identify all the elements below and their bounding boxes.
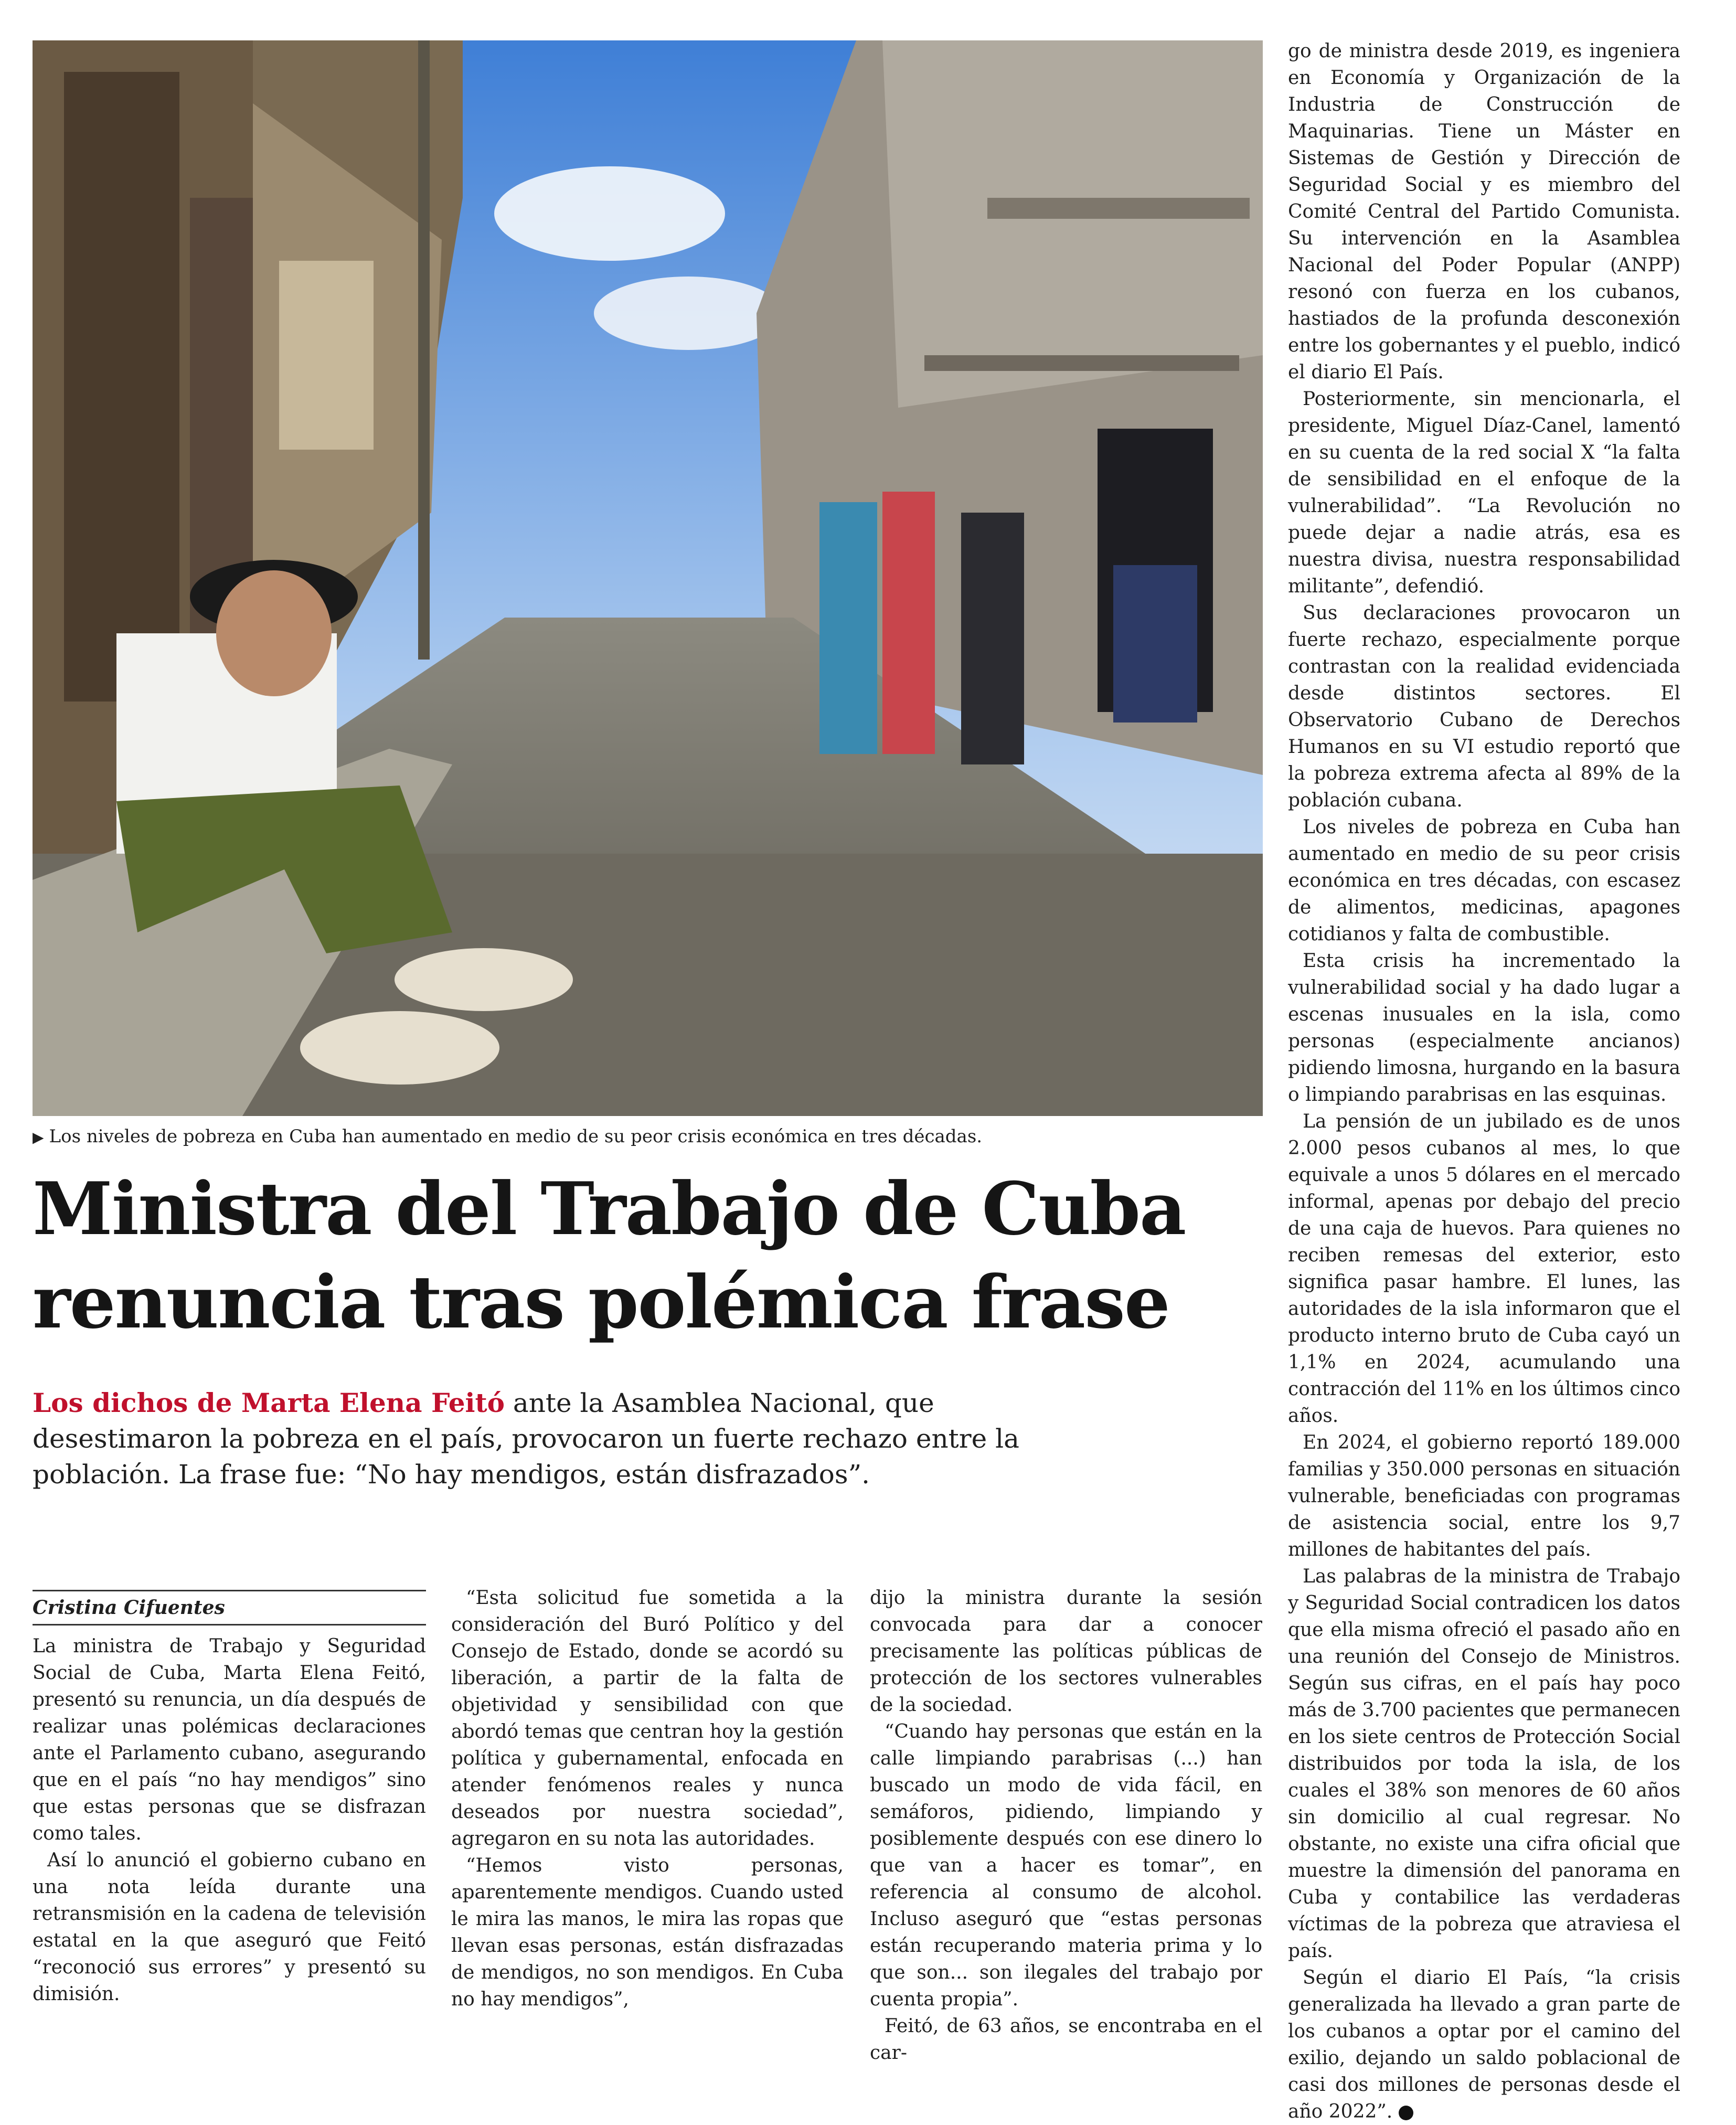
- headline-line-2: renuncia tras polémica frase: [33, 1259, 1169, 1345]
- paragraph-text: Según el diario El País, “la crisis generalizada ha llevado a gran parte de los cubanos a optar por el camino del exilio, dejando un saldo poblacional de casi dos millones de personas desde el año 2022”.: [1288, 1967, 1680, 2122]
- standfirst: [33, 1385, 1077, 1492]
- photo-caption-text: Los niveles de pobreza en Cuba han aumentado en medio de su peor crisis económica en tres décadas.: [49, 1126, 983, 1147]
- photo-caption: [33, 1122, 1263, 1152]
- paragraph-last: [1288, 1964, 1680, 2125]
- standfirst-lead: Los dichos de Marta Elena Feitó: [33, 1387, 505, 1418]
- paragraph: “Esta solicitud fue sometida a la consideración del Buró Político y del Consejo de Estado, donde se acordó su liberación, a partir de la falta de objetividad y sensibilidad con que abordó temas que centran hoy la gestión política y gubernamental, enfocada en atender fenómenos reales y nunca deseados por nuestra sociedad”, agregaron en su nota las autoridades.: [451, 1587, 844, 1850]
- standfirst-text: ante la Asamblea Nacional, que desestimaron la pobreza en el país, provocaron un fuerte rechazo entre la población. La frase fue: “No hay mendigos, están disfrazados”.: [33, 1388, 1019, 1490]
- end-of-article-icon: [1399, 2106, 1413, 2120]
- paragraph: Feitó, de 63 años, se encontraba en el car-: [870, 2015, 1262, 2064]
- paragraph: Así lo anunció el gobierno cubano en una nota leída durante una retransmisión en la cadena de televisión estatal en la que aseguró que Feitó “reconoció sus errores” y presentó su dimisión.: [33, 1850, 426, 2005]
- paragraph: La pensión de un jubilado es de unos 2.000 pesos cubanos al mes, lo que equivale a unos 5 dólares en el mercado informal, apenas por debajo del precio de una caja de huevos. Para quienes no reciben remesas del exterior, esto significa pasar hambre. El lunes, las autoridades de la isla informaron que el producto interno bruto de Cuba cayó un 1,1% en 2024, acumulando una contracción del 11% en los últimos cinco años.: [1288, 1111, 1680, 1427]
- paragraph: Los niveles de pobreza en Cuba han aumentado en medio de su peor crisis económica en tres décadas, con escasez de alimentos, medicinas, apagones cotidianos y falta de combustible.: [1288, 816, 1680, 945]
- paragraph: Las palabras de la ministra de Trabajo y Seguridad Social contradicen los datos que ella misma ofreció el pasado año en una reunión del Consejo de Ministros. Según sus cifras, en el país hay poco más de 3.700 pacientes que permanecen en los siete centros de Protección Social distribuidos por toda la isla, de los cuales el 38% son menores de 60 años sin domicilio al cual regresar. No obstante, no existe una cifra oficial que muestre la dimensión del panorama en Cuba y contabilice las verdaderas víctimas de la pobreza que atraviesa el país.: [1288, 1566, 1680, 1962]
- paragraph: En 2024, el gobierno reportó 189.000 familias y 350.000 personas en situación vulnerable, beneficiadas con programas de asistencia social, entre los 9,7 millones de habitantes del país.: [1288, 1432, 1680, 1560]
- caption-arrow-icon: ▶: [33, 1129, 44, 1146]
- byline: Cristina Cifuentes: [33, 1590, 426, 1625]
- street-scene-image: [33, 40, 1263, 1116]
- paragraph: Esta crisis ha incrementado la vulnerabilidad social y ha dado lugar a escenas inusuales en la isla, como personas (especialmente ancianos) pidiendo limosna, hurgando en la basura o limpiando parabrisas en las esquinas.: [1288, 950, 1680, 1106]
- paragraph: Posteriormente, sin mencionarla, el presidente, Miguel Díaz-Canel, lamentó en su cuenta de la red social X “la falta de sensibilidad en el enfoque de la vulnerabilidad”. “La Revolución no puede dejar a nadie atrás, esa es nuestra divisa, nuestra responsabilidad militante”, defendió.: [1288, 388, 1680, 597]
- paragraph: Sus declaraciones provocaron un fuerte rechazo, especialmente porque contrastan con la realidad evidenciada desde distintos sectores. El Observatorio Cubano de Derechos Humanos en su VI estudio reportó que la pobreza extrema afecta al 89% de la población cubana.: [1288, 602, 1680, 811]
- headline: [33, 1162, 1263, 1349]
- body-column-2: [451, 1585, 844, 2013]
- paragraph: dijo la ministra durante la sesión convocada para dar a conocer precisamente las políticas públicas de protección de los sectores vulnerables de la sociedad.: [870, 1587, 1262, 1716]
- paragraph: go de ministra desde 2019, es ingeniera en Economía y Organización de la Industria de Construcción de Maquinarias. Tiene un Máster en Sistemas de Gestión y Dirección de Seguridad Social y es miembro del Comité Central del Partido Comunista. Su intervención en la Asamblea Nacional del Poder Popular (ANPP) resonó con fuerza en los cubanos, hastiados de la profunda desconexión entre los gobernantes y el pueblo, indicó el diario El País.: [1288, 40, 1680, 383]
- paragraph: “Hemos visto personas, aparentemente mendigos. Cuando usted le mira las manos, le mira las ropas que llevan esas personas, están disfrazadas de mendigos, no son mendigos. En Cuba no hay mendigos”,: [451, 1855, 844, 2010]
- body-column-1: [33, 1633, 426, 2007]
- body-column-4: [1288, 38, 1680, 2125]
- paragraph: “Cuando hay personas que están en la calle limpiando parabrisas (...) han buscado un modo de vida fácil, en semáforos, pidiendo, limpiando y posiblemente después con ese dinero lo que van a hacer es tomar”, en referencia al consumo de alcohol. Incluso aseguró que “estas personas están recuperando materia prima y lo que son... son ilegales del trabajo por cuenta propia”.: [870, 1721, 1262, 2010]
- news-photo: [33, 40, 1263, 1116]
- body-column-3: [870, 1585, 1262, 2066]
- headline-line-1: Ministra del Trabajo de Cuba: [33, 1166, 1186, 1251]
- paragraph: La ministra de Trabajo y Seguridad Social de Cuba, Marta Elena Feitó, presentó su renuncia, un día después de realizar unas polémicas declaraciones ante el Parlamento cubano, asegurando que en el país “no hay mendigos” sino que estas personas que se disfrazan como tales.: [33, 1635, 426, 1844]
